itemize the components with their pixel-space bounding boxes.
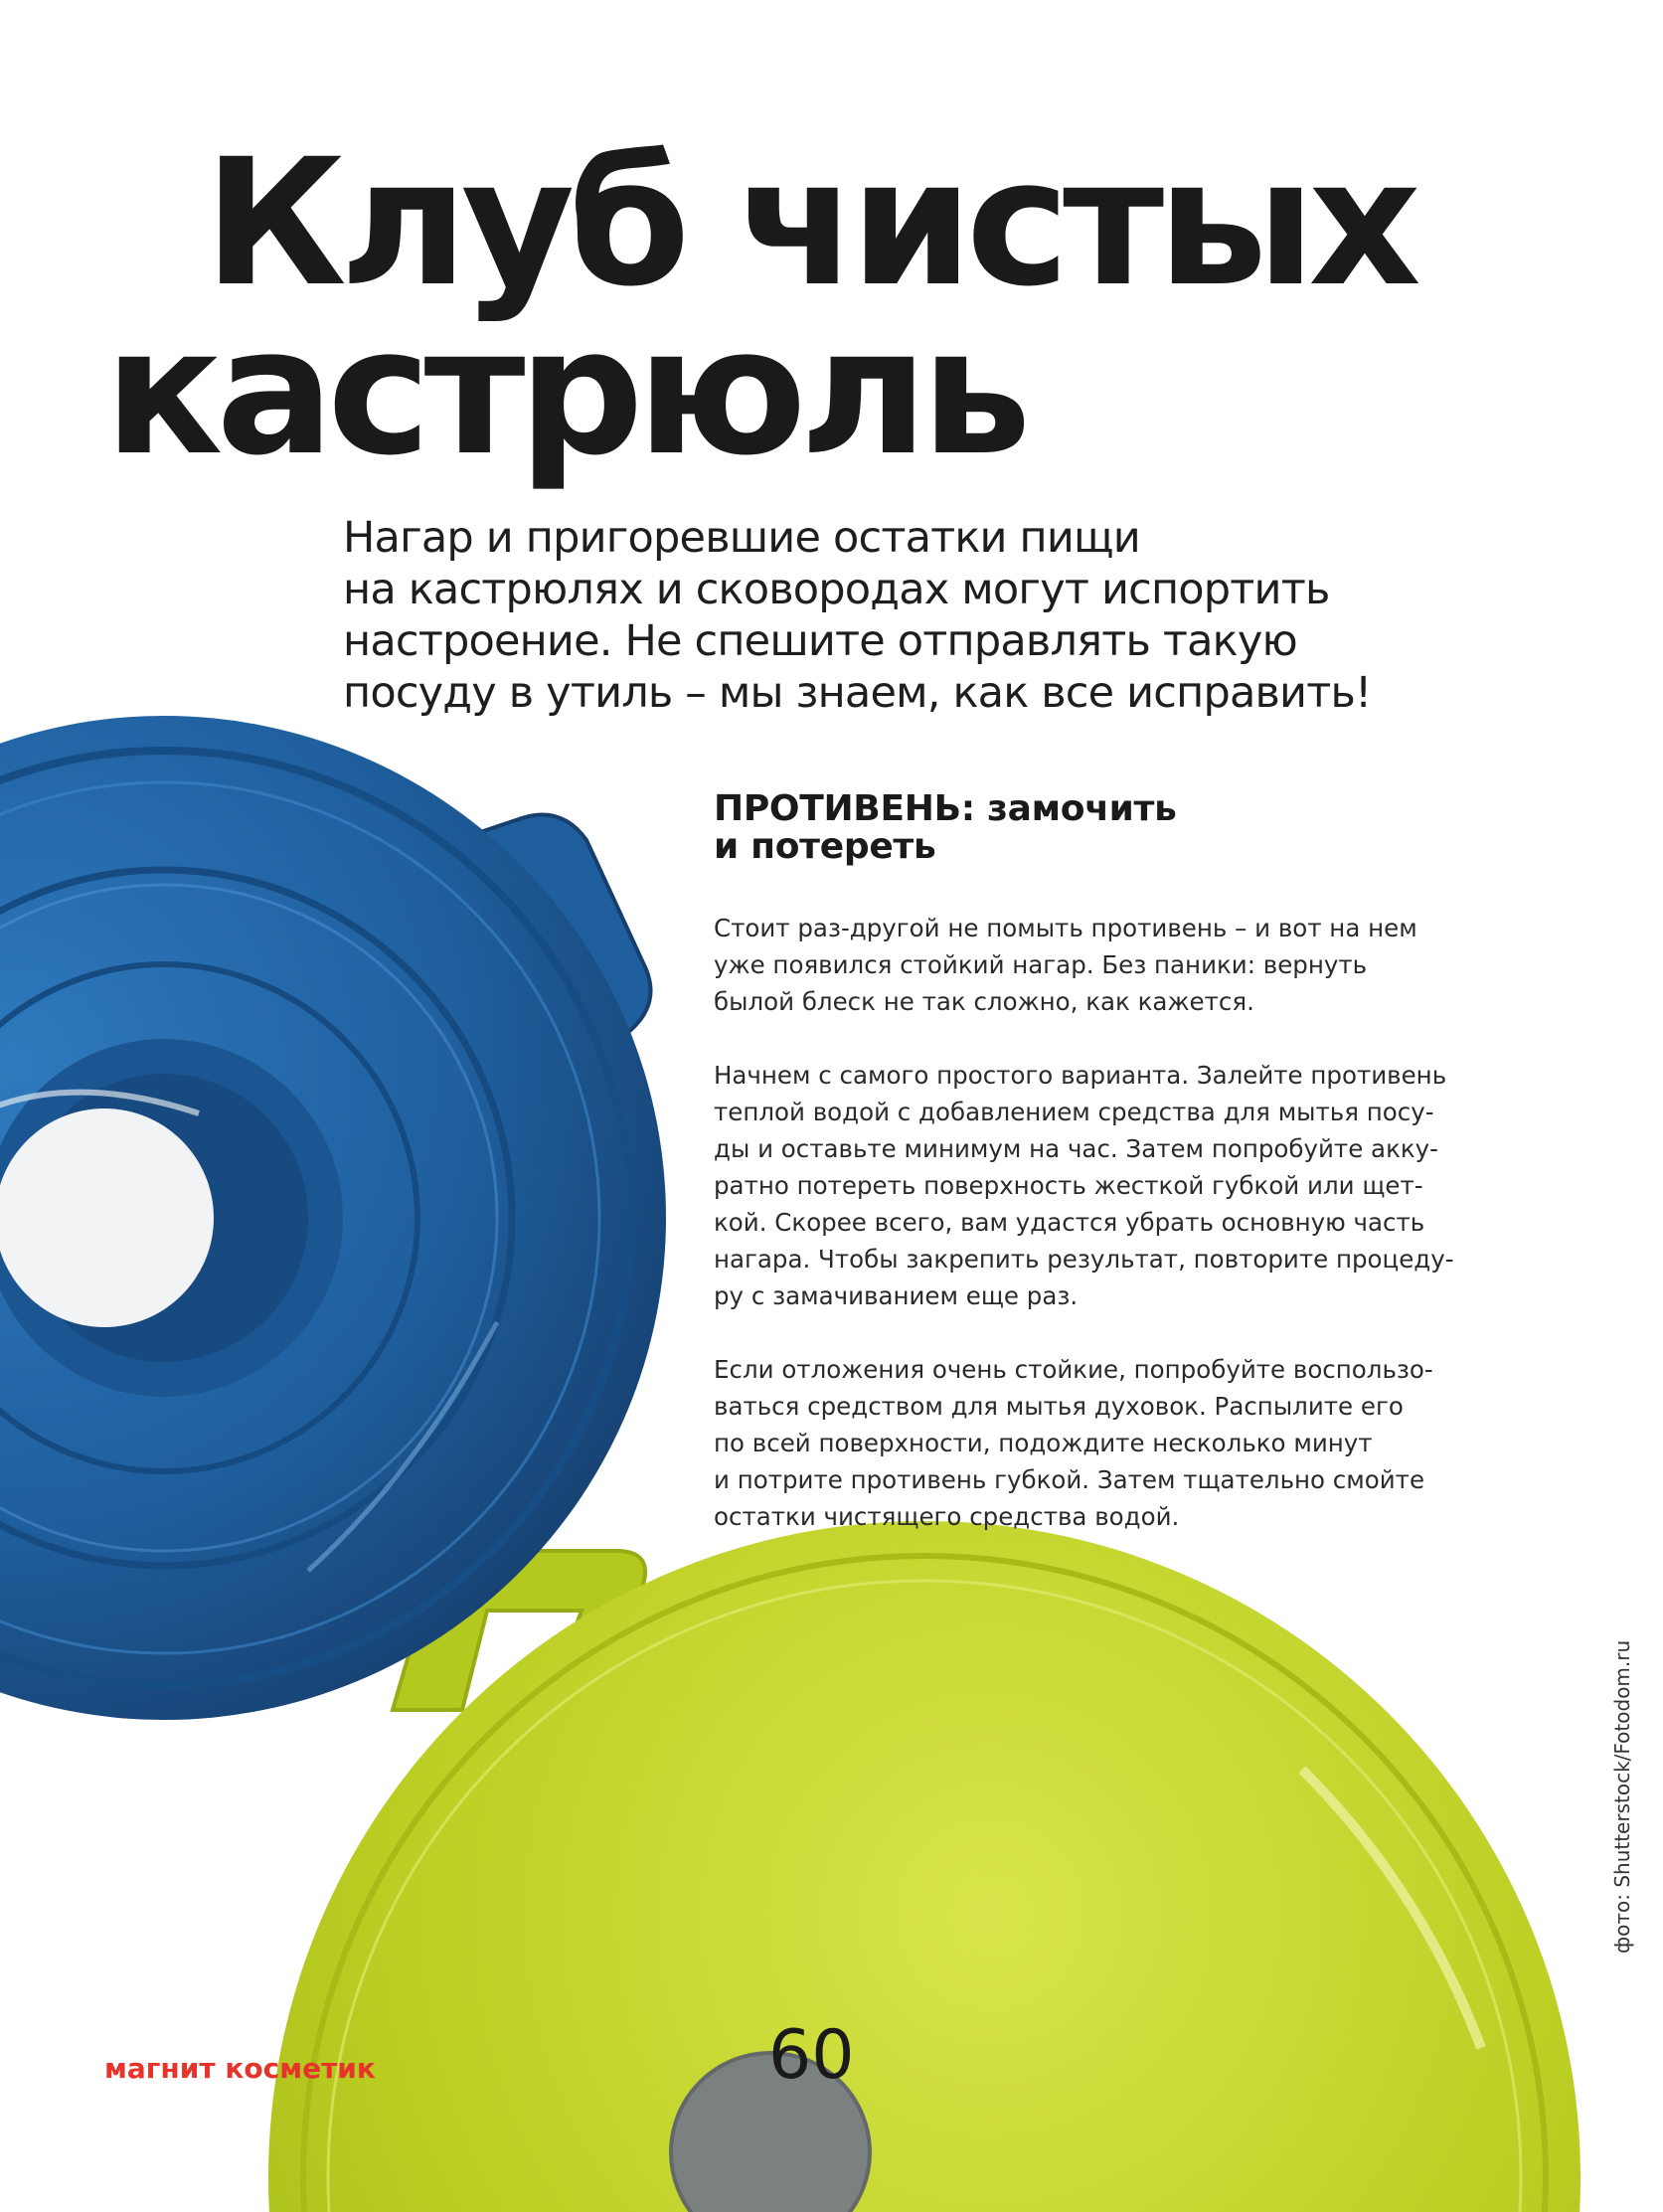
body-line: Стоит раз-другой не помыть противень – и вот на нем bbox=[714, 914, 1417, 942]
body-line: ды и оставьте минимум на час. Затем попробуйте акку- bbox=[714, 1134, 1439, 1163]
title-line: кастрюль bbox=[104, 290, 1025, 494]
brand-logo-text: магнит косметик bbox=[104, 2052, 376, 2085]
body-line: теплой водой с добавлением средства для мытья посу- bbox=[714, 1098, 1434, 1126]
lead-line: Нагар и пригоревшие остатки пищи bbox=[343, 513, 1140, 563]
lead-line: посуду в утиль – мы знаем, как все исправить! bbox=[343, 668, 1372, 718]
body-paragraph bbox=[714, 1057, 1608, 1314]
body-line: и потрите противень губкой. Затем тщательно смойте bbox=[714, 1465, 1425, 1494]
article-body bbox=[714, 910, 1608, 1572]
photo-credit: фото: Shutterstock/Fotodom.ru bbox=[1610, 1639, 1634, 1954]
lead-line: настроение. Не спешите отправлять такую bbox=[343, 616, 1297, 666]
body-line: по всей поверхности, подождите несколько минут bbox=[714, 1429, 1373, 1457]
body-line: уже появился стойкий нагар. Без паники: вернуть bbox=[714, 950, 1368, 979]
green-pot bbox=[268, 1521, 1580, 2212]
lead-paragraph bbox=[343, 512, 1585, 719]
body-paragraph bbox=[714, 1351, 1608, 1535]
blue-pot-knob bbox=[0, 1108, 214, 1327]
body-line: ру с замачиванием еще раз. bbox=[714, 1281, 1079, 1310]
body-line: кой. Скорее всего, вам удастся убрать основную часть bbox=[714, 1208, 1425, 1237]
body-paragraph bbox=[714, 910, 1608, 1020]
body-line: нагара. Чтобы закрепить результат, повторите процеду- bbox=[714, 1245, 1454, 1274]
body-line: былой блеск не так сложно, как кажется. bbox=[714, 987, 1254, 1016]
section-heading-line: ПРОТИВЕНЬ: замочить bbox=[714, 788, 1177, 829]
page-number: 60 bbox=[768, 2016, 855, 2095]
body-line: ваться средством для мытья духовок. Распылите его bbox=[714, 1392, 1404, 1421]
body-line: ратно потереть поверхность жесткой губкой или щет- bbox=[714, 1171, 1423, 1200]
page-title bbox=[0, 121, 1663, 494]
section-heading-line: и потереть bbox=[714, 826, 936, 867]
body-line: остатки чистящего средства водой. bbox=[714, 1502, 1180, 1531]
section-heading bbox=[714, 790, 1177, 866]
body-line: Начнем с самого простого варианта. Залейте противень bbox=[714, 1061, 1447, 1090]
title-line: Клуб чистых bbox=[204, 121, 1414, 325]
lead-line: на кастрюлях и сковородах могут испортить bbox=[343, 565, 1330, 614]
body-line: Если отложения очень стойкие, попробуйте воспользо- bbox=[714, 1355, 1433, 1384]
